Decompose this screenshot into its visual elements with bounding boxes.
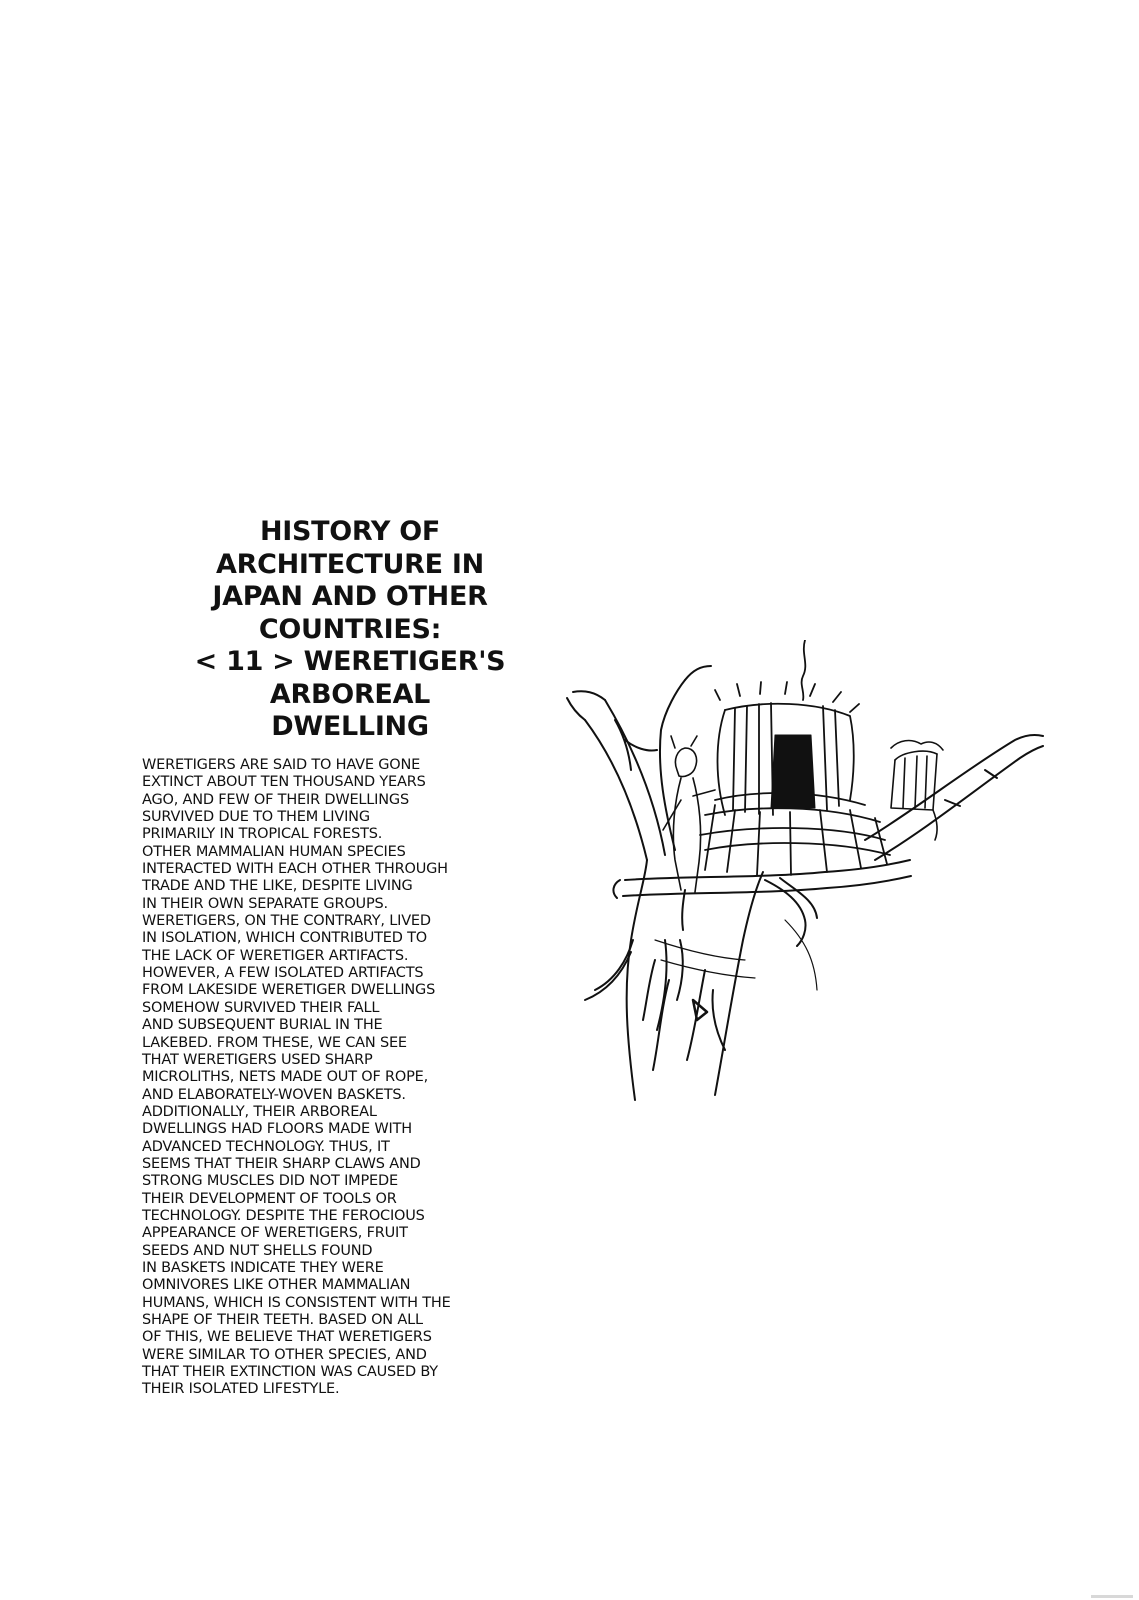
title-line: DWELLING <box>271 711 429 742</box>
hanging-basket <box>891 741 943 840</box>
title-line: COUNTRIES: <box>258 613 442 645</box>
body-line: FROM LAKESIDE WERETIGER DWELLINGS <box>142 982 436 999</box>
body-line: EXTINCT ABOUT TEN THOUSAND YEARS <box>142 774 426 791</box>
body-line: DWELLINGS HAD FLOORS MADE WITH <box>142 1121 412 1138</box>
body-line: INTERACTED WITH EACH OTHER THROUGH <box>142 861 448 878</box>
body-text <box>142 757 522 1399</box>
body-line: AGO, AND FEW OF THEIR DWELLINGS <box>142 791 409 808</box>
body-line: IN THEIR OWN SEPARATE GROUPS. <box>142 895 388 912</box>
body-line: OMNIVORES LIKE OTHER MAMMALIAN <box>142 1277 411 1294</box>
title-line: JAPAN AND OTHER <box>212 581 488 612</box>
tree-trunk <box>585 860 763 1100</box>
body-line: THE LACK OF WERETIGER ARTIFACTS. <box>142 947 409 964</box>
body-line: IN ISOLATION, WHICH CONTRIBUTED TO <box>142 930 428 947</box>
body-line: WERE SIMILAR TO OTHER SPECIES, AND <box>142 1346 427 1363</box>
title-line: < 11 > WERETIGER'S <box>194 646 506 677</box>
page-title <box>190 516 510 744</box>
title-line: ARBOREAL <box>269 678 431 710</box>
body-line: TECHNOLOGY. DESPITE THE FEROCIOUS <box>142 1207 425 1224</box>
body-line: AND SUBSEQUENT BURIAL IN THE <box>142 1017 383 1034</box>
body-line: SEEDS AND NUT SHELLS FOUND <box>142 1242 373 1259</box>
body-line: HOWEVER, A FEW ISOLATED ARTIFACTS <box>142 965 424 982</box>
tree-branches <box>567 666 711 860</box>
body-line: SOMEHOW SURVIVED THEIR FALL <box>142 999 380 1016</box>
body-line: SEEMS THAT THEIR SHARP CLAWS AND <box>142 1155 421 1172</box>
body-line: SURVIVED DUE TO THEM LIVING <box>142 809 370 826</box>
body-line: APPEARANCE OF WERETIGERS, FRUIT <box>142 1225 408 1242</box>
title-line: ARCHITECTURE IN <box>216 548 484 580</box>
hut-doorway <box>771 735 815 808</box>
title-line: HISTORY OF <box>259 516 441 547</box>
body-line: THAT THEIR EXTINCTION WAS CAUSED BY <box>142 1364 438 1381</box>
body-line: TRADE AND THE LIKE, DESPITE LIVING <box>142 878 413 895</box>
body-line: WERETIGERS, ON THE CONTRARY, LIVED <box>142 913 431 930</box>
body-line: PRIMARILY IN TROPICAL FORESTS. <box>142 826 383 843</box>
body-line: OF THIS, WE BELIEVE THAT WERETIGERS <box>142 1329 432 1346</box>
body-line: LAKEBED. FROM THESE, WE CAN SEE <box>142 1034 407 1051</box>
body-line: THAT WERETIGERS USED SHARP <box>142 1051 373 1068</box>
body-line: THEIR DEVELOPMENT OF TOOLS OR <box>142 1190 397 1207</box>
page-edge-mark <box>1091 1595 1133 1598</box>
body-line: HUMANS, WHICH IS CONSISTENT WITH THE <box>142 1294 451 1311</box>
body-line: SHAPE OF THEIR TEETH. BASED ON ALL <box>142 1312 423 1328</box>
body-line: THEIR ISOLATED LIFESTYLE. <box>142 1381 340 1398</box>
body-line: ADVANCED TECHNOLOGY. THUS, IT <box>142 1138 390 1155</box>
body-line: ADDITIONALLY, THEIR ARBOREAL <box>142 1103 377 1120</box>
body-line: WERETIGERS ARE SAID TO HAVE GONE <box>142 757 421 773</box>
body-line: OTHER MAMMALIAN HUMAN SPECIES <box>142 843 406 860</box>
body-line: IN BASKETS INDICATE THEY WERE <box>142 1259 384 1276</box>
body-line: STRONG MUSCLES DID NOT IMPEDE <box>142 1173 398 1190</box>
treehouse-sketch-icon <box>565 640 1045 1130</box>
body-line: MICROLITHS, NETS MADE OUT OF ROPE, <box>142 1069 429 1086</box>
body-line: AND ELABORATELY-WOVEN BASKETS. <box>142 1086 406 1103</box>
